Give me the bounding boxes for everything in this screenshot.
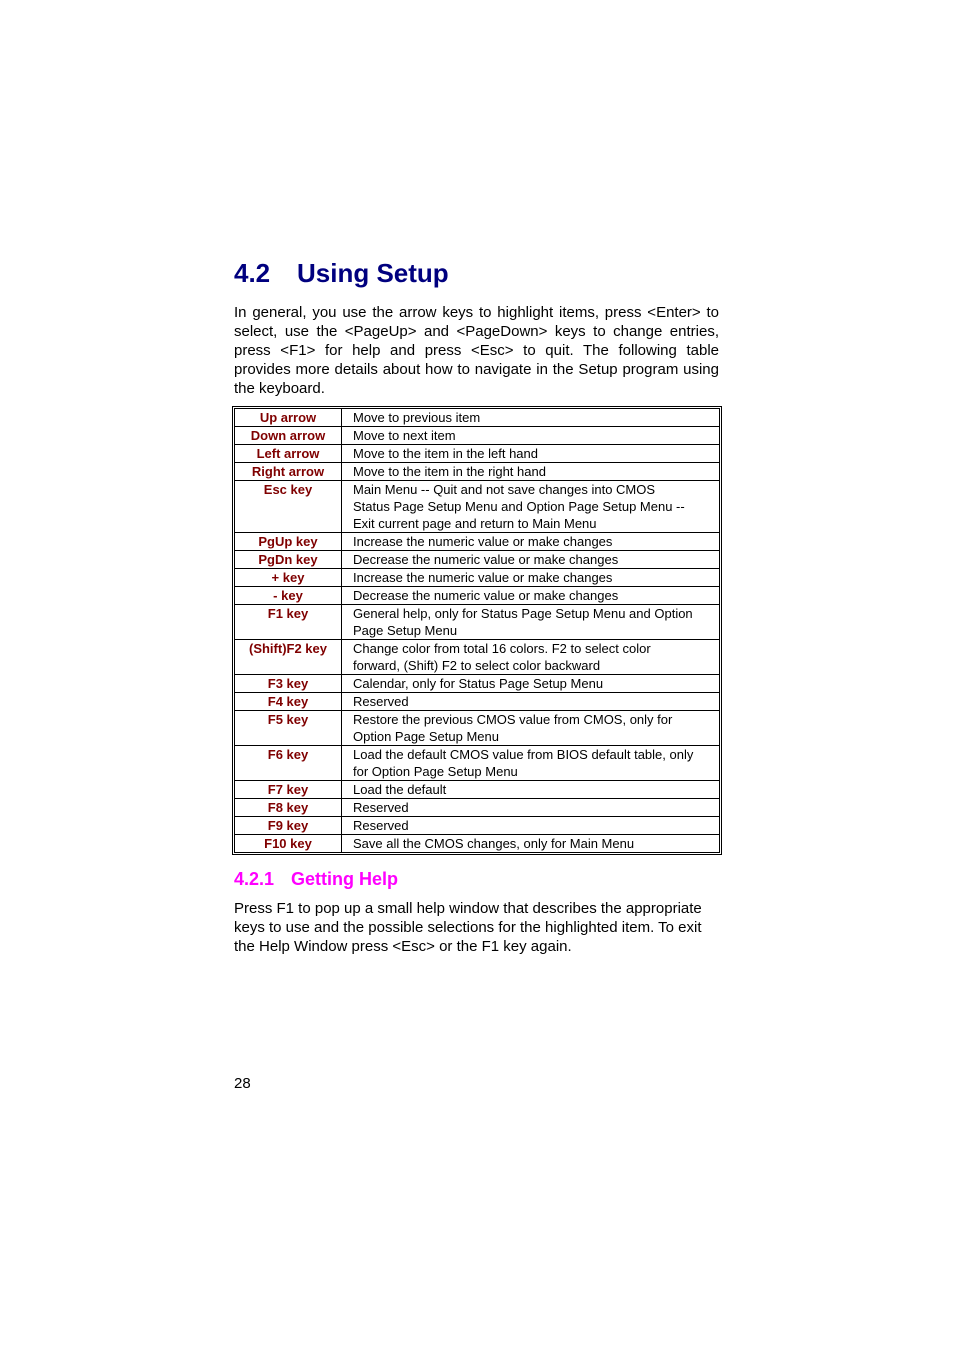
key-description-cell: Decrease the numeric value or make changes xyxy=(342,587,720,605)
table-row xyxy=(235,799,720,817)
key-description-cell: Calendar, only for Status Page Setup Menu xyxy=(342,675,720,693)
subsection-number: 4.2.1 xyxy=(234,869,275,889)
table-row xyxy=(235,746,720,781)
table-row xyxy=(235,533,720,551)
key-name-cell: Up arrow xyxy=(235,409,342,427)
table-row xyxy=(235,835,720,853)
key-description-cell: General help, only for Status Page Setup Menu and Option Page Setup Menu xyxy=(342,605,720,640)
key-description-cell: Increase the numeric value or make changes xyxy=(342,569,720,587)
table-row xyxy=(235,675,720,693)
key-description-cell: Save all the CMOS changes, only for Main Menu xyxy=(342,835,720,853)
key-name-cell: F8 key xyxy=(235,799,342,817)
intro-paragraph: In general, you use the arrow keys to highlight items, press <Enter> to select, use the <PageUp> and <PageDown> keys to change entries, press <F1> for help and press <Esc> to quit. The following table provides more details about how to navigate in the Setup program using the keyboard. xyxy=(234,304,719,397)
table-row xyxy=(235,551,720,569)
key-name-cell: F4 key xyxy=(235,693,342,711)
key-name-cell: - key xyxy=(235,587,342,605)
key-name-cell: (Shift)F2 key xyxy=(235,640,342,675)
table-row xyxy=(235,693,720,711)
key-description-cell: Move to the item in the left hand xyxy=(342,445,720,463)
key-description-cell: Decrease the numeric value or make changes xyxy=(342,551,720,569)
subsection-heading xyxy=(234,869,398,890)
section-heading xyxy=(234,258,449,289)
key-name-cell: Esc key xyxy=(235,481,342,533)
key-name-cell: + key xyxy=(235,569,342,587)
key-description-cell: Move to next item xyxy=(342,427,720,445)
key-name-cell: PgUp key xyxy=(235,533,342,551)
table-row xyxy=(235,605,720,640)
key-description-cell: Move to the item in the right hand xyxy=(342,463,720,481)
table-row xyxy=(235,640,720,675)
key-name-cell: F3 key xyxy=(235,675,342,693)
table-row xyxy=(235,587,720,605)
table-row xyxy=(235,445,720,463)
key-name-cell: F5 key xyxy=(235,711,342,746)
table-row xyxy=(235,463,720,481)
key-table-body xyxy=(235,409,720,853)
key-description-cell: Reserved xyxy=(342,693,720,711)
table-row xyxy=(235,817,720,835)
key-description-cell: Restore the previous CMOS value from CMOS, only for Option Page Setup Menu xyxy=(342,711,720,746)
key-table xyxy=(232,406,722,855)
key-name-cell: Down arrow xyxy=(235,427,342,445)
subsection-title: Getting Help xyxy=(291,869,398,889)
key-name-cell: Left arrow xyxy=(235,445,342,463)
help-paragraph: Press F1 to pop up a small help window that describes the appropriate keys to use and the possible selections for the highlighted item. To exit the Help Window press <Esc> or the F1 key again. xyxy=(234,900,702,955)
section-number: 4.2 xyxy=(234,258,271,288)
section-title: Using Setup xyxy=(297,258,449,288)
key-name-cell: F6 key xyxy=(235,746,342,781)
key-description-cell: Load the default xyxy=(342,781,720,799)
table-row xyxy=(235,481,720,533)
key-description-cell: Reserved xyxy=(342,799,720,817)
key-name-cell: F9 key xyxy=(235,817,342,835)
key-description-cell: Main Menu -- Quit and not save changes into CMOS Status Page Setup Menu and Option Page Setup Menu -- Exit current page and return to Main Menu xyxy=(342,481,720,533)
page-number: 28 xyxy=(234,1075,251,1092)
key-description-cell: Increase the numeric value or make changes xyxy=(342,533,720,551)
key-name-cell: F1 key xyxy=(235,605,342,640)
table-row xyxy=(235,711,720,746)
key-description-cell: Move to previous item xyxy=(342,409,720,427)
key-description-cell: Change color from total 16 colors. F2 to select color forward, (Shift) F2 to select color backward xyxy=(342,640,720,675)
key-name-cell: Right arrow xyxy=(235,463,342,481)
key-description-cell: Reserved xyxy=(342,817,720,835)
table-row xyxy=(235,781,720,799)
key-name-cell: F7 key xyxy=(235,781,342,799)
table-row xyxy=(235,427,720,445)
key-name-cell: PgDn key xyxy=(235,551,342,569)
table-row xyxy=(235,569,720,587)
key-description-cell: Load the default CMOS value from BIOS default table, only for Option Page Setup Menu xyxy=(342,746,720,781)
key-name-cell: F10 key xyxy=(235,835,342,853)
table-row xyxy=(235,409,720,427)
